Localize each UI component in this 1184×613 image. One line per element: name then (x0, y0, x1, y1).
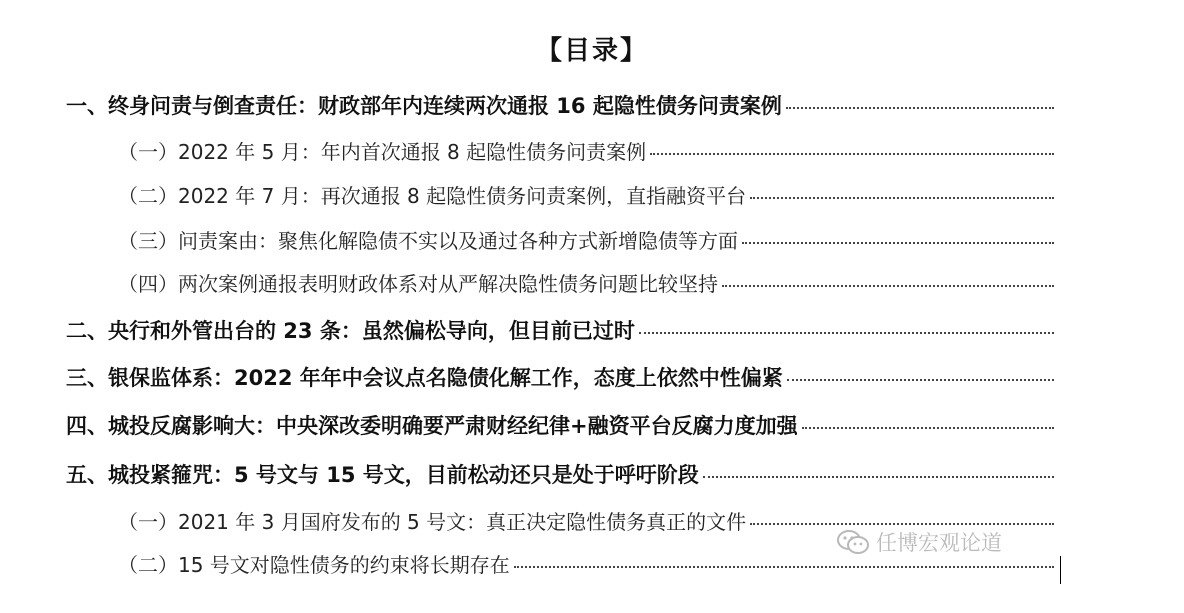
toc-entry-text: 四、城投反腐影响大：中央深改委明确要严肃财经纪律+融资平台反腐力度加强 (66, 414, 798, 438)
toc-entry-text: 二、央行和外管出台的 23 条：虽然偏松导向，但目前已过时 (66, 319, 635, 343)
toc-leader-dots (742, 242, 1054, 244)
toc-entry[interactable] (66, 315, 1054, 345)
toc-entry[interactable] (118, 180, 1054, 209)
toc-entry[interactable] (66, 362, 1054, 392)
toc-leader-dots (787, 379, 1054, 381)
toc-leader-dots (802, 427, 1054, 429)
toc-leader-dots (703, 476, 1054, 478)
toc-entry-text: （一）2022 年 5 月：年内首次通报 8 起隐性债务问责案例 (118, 140, 647, 164)
toc-leader-dots (722, 285, 1054, 287)
toc-leader-dots (750, 197, 1054, 199)
toc-leader-dots (786, 107, 1054, 109)
toc-entry[interactable] (118, 268, 1054, 297)
toc-entry-text: （三）问责案由：聚焦化解隐债不实以及通过各种方式新增隐债等方面 (118, 229, 738, 253)
toc-entry[interactable] (118, 225, 1054, 254)
toc-leader-dots (514, 566, 1054, 568)
toc-leader-dots (639, 332, 1054, 334)
toc-entry[interactable] (66, 90, 1054, 120)
toc-entry-text: 五、城投紧箍咒：5 号文与 15 号文，目前松动还只是处于呼吁阶段 (66, 463, 699, 487)
toc-entry-text: 一、终身问责与倒查责任：财政部年内连续两次通报 16 起隐性债务问责案例 (66, 94, 782, 118)
toc-title: 【目录】 (535, 36, 648, 66)
toc-entry-text: 三、银保监体系：2022 年年中会议点名隐债化解工作，态度上依然中性偏紧 (66, 366, 783, 390)
toc-entry-text: （一）2021 年 3 月国府发布的 5 号文：真正决定隐性债务真正的文件 (118, 510, 747, 534)
toc-entry-text: （四）两次案例通报表明财政体系对从严解决隐性债务问题比较坚持 (118, 272, 718, 296)
toc-leader-dots (650, 153, 1054, 155)
text-cursor (1060, 556, 1061, 584)
wechat-icon (836, 528, 870, 556)
toc-entry[interactable] (66, 459, 1054, 489)
toc-entry-text: （二）15 号文对隐性债务的约束将长期存在 (118, 553, 510, 577)
watermark (836, 527, 1002, 557)
toc-entry-text: （二）2022 年 7 月：再次通报 8 起隐性债务问责案例，直指融资平台 (118, 184, 747, 208)
watermark-text: 任博宏观论道 (876, 531, 1002, 555)
toc-leader-dots (750, 523, 1054, 525)
toc-entry[interactable] (118, 136, 1054, 165)
toc-entry[interactable] (66, 410, 1054, 440)
